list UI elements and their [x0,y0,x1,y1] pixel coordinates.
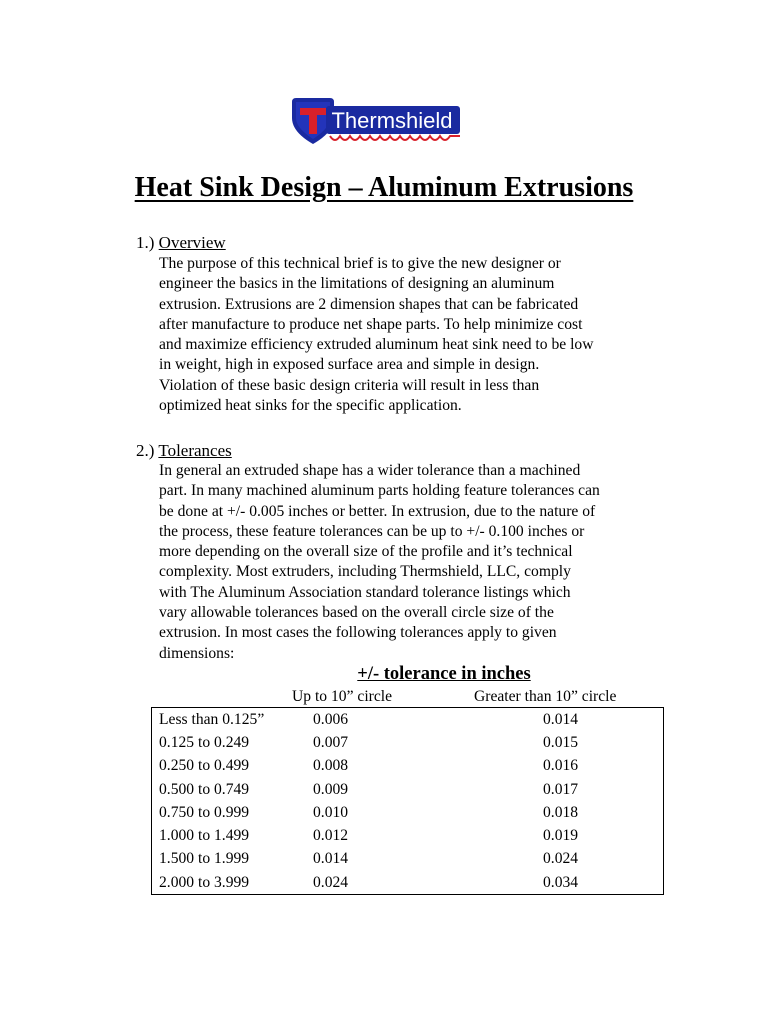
tolerance-up-to-10-cell: 0.014 [313,850,349,868]
tolerance-up-to-10-cell: 0.009 [313,780,349,798]
dimension-range-cell: 1.500 to 1.999 [159,850,250,868]
page-title: Heat Sink Design – Aluminum Extrusions [134,172,634,203]
section-heading-overview [136,233,226,253]
tolerance-up-to-10-cell: 0.024 [313,873,349,891]
table-row [152,824,664,847]
section-number: 1.) [136,233,155,252]
tolerance-greater-than-10-cell: 0.017 [543,780,579,798]
tolerance-greater-than-10-cell: 0.034 [543,873,579,891]
text-line: the process, these feature tolerances can be up to +/- 0.100 inches or [159,522,585,540]
text-line: In general an extruded shape has a wider tolerance than a machined [159,462,581,479]
text-line: more depending on the overall size of the profile and it’s technical [159,543,573,561]
tolerance-up-to-10-cell: 0.012 [313,827,349,845]
text-line: be done at +/- 0.005 inches or better. In extrusion, due to the nature of [159,502,596,520]
text-line: extrusion. In most cases the following tolerances apply to given [159,624,557,642]
dimension-range-cell: 0.500 to 0.749 [159,780,250,798]
section-number: 2.) [136,441,155,460]
text-line: The purpose of this technical brief is to give the new designer or [159,255,561,272]
tolerance-greater-than-10-cell: 0.018 [543,803,579,821]
tolerance-greater-than-10-cell: 0.016 [543,757,579,775]
tolerance-up-to-10-cell: 0.007 [313,733,349,751]
tolerance-greater-than-10-cell: 0.014 [543,710,579,728]
tolerance-up-to-10-cell: 0.010 [313,803,349,821]
text-line: after manufacture to produce net shape parts. To help minimize cost [159,315,583,333]
table-row [152,778,664,801]
tolerance-up-to-10-cell: 0.008 [313,757,349,775]
tolerance-up-to-10-cell: 0.006 [313,710,349,728]
logo-wordmark: Thermshield [331,108,453,133]
overview-paragraph [159,254,659,416]
dimension-range-cell: 0.250 to 0.499 [159,757,250,775]
logo-graphic [290,96,466,148]
text-line: part. In many machined aluminum parts holding feature tolerances can [159,482,600,500]
table-row [152,801,664,824]
tolerance-table [151,707,664,895]
text-line: vary allowable tolerances based on the overall circle size of the [159,604,554,622]
thermshield-logo [290,96,466,148]
section-heading-tolerances [136,441,232,461]
text-line: in weight, high in exposed surface area and simple in design. [159,356,540,374]
text-line: with The Aluminum Association standard tolerance listings which [159,583,571,601]
tolerance-greater-than-10-cell: 0.015 [543,733,579,751]
text-line: optimized heat sinks for the specific application. [159,397,462,415]
section-title: Tolerances [158,441,232,460]
table-row [152,731,664,754]
tolerance-greater-than-10-cell: 0.019 [543,827,579,845]
dimension-range-cell: 2.000 to 3.999 [159,873,250,891]
text-line: dimensions: [159,644,235,662]
dimension-range-cell: Less than 0.125” [159,710,265,728]
dimension-range-cell: 1.000 to 1.499 [159,827,250,845]
tolerance-greater-than-10-cell: 0.024 [543,850,579,868]
section-title: Overview [158,233,226,252]
text-line: extrusion. Extrusions are 2 dimension shapes that can be fabricated [159,295,579,313]
tolerances-paragraph [159,461,659,664]
text-line: and maximize efficiency extruded aluminum heat sink need to be low [159,336,594,354]
text-line: engineer the basics in the limitations of designing an aluminum [159,275,555,293]
dimension-range-cell: 0.750 to 0.999 [159,803,250,821]
table-row [152,755,664,778]
table-row [152,871,664,895]
text-line: complexity. Most extruders, including Thermshield, LLC, comply [159,563,571,581]
dimension-range-cell: 0.125 to 0.249 [159,733,250,751]
text-line: Violation of these basic design criteria will result in less than [159,376,540,394]
tolerance-table-title: +/- tolerance in inches [357,664,531,684]
table-row [152,708,664,732]
table-row [152,848,664,871]
column-header-up-to-10: Up to 10” circle [292,688,393,705]
column-header-greater-than-10: Greater than 10” circle [474,688,617,705]
